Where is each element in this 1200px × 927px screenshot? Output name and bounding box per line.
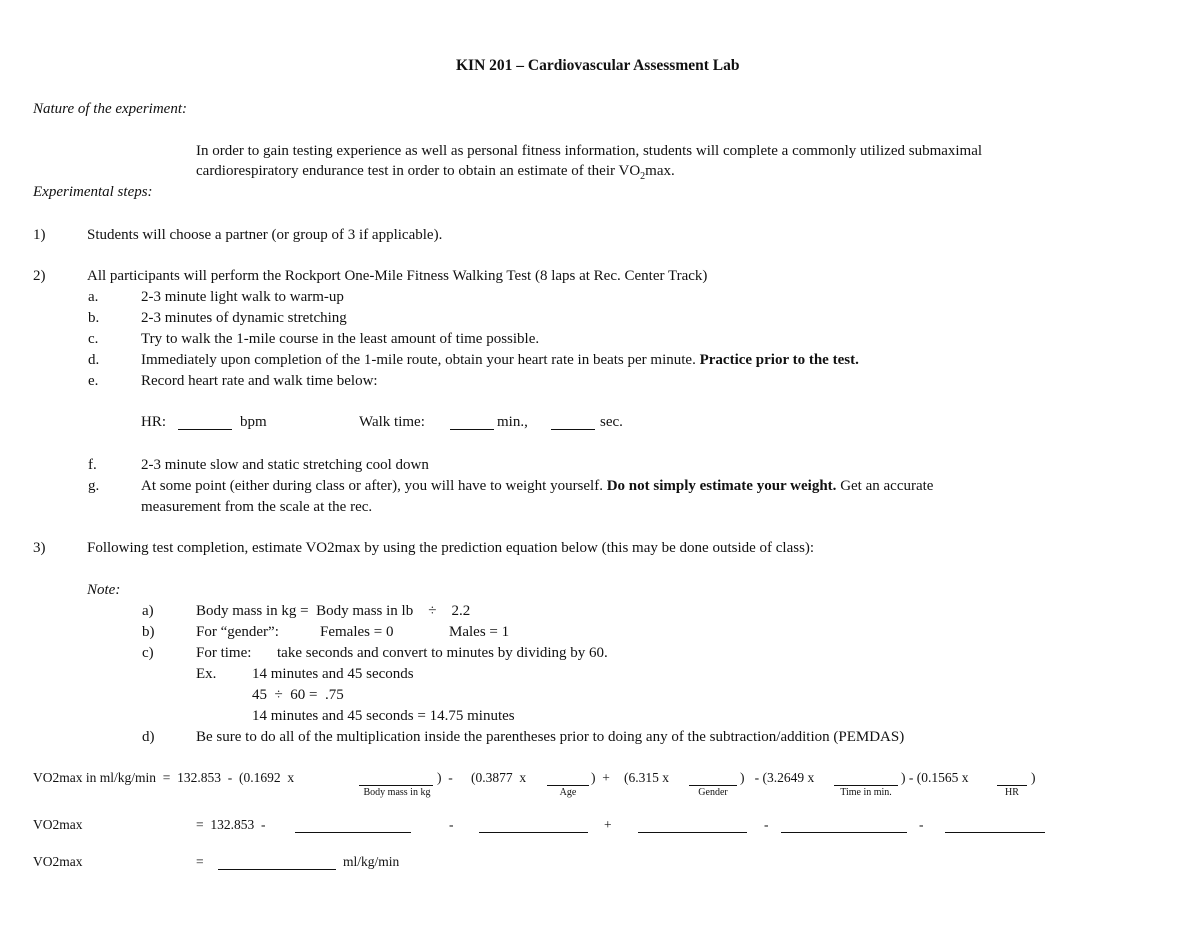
step-2-number: 2): [33, 268, 46, 284]
example-label: Ex.: [196, 666, 217, 682]
step-2c-text: Try to walk the 1-mile course in the least amount of time possible.: [141, 331, 540, 347]
step-2c-mark: c.: [88, 331, 99, 347]
time-blank[interactable]: [834, 772, 898, 786]
step-2a-mark: a.: [88, 289, 99, 305]
note-b-label: For “gender”:: [196, 624, 279, 640]
line3-label: VO2max: [33, 854, 83, 869]
line2-op-4: -: [919, 817, 924, 832]
line2-blank-3[interactable]: [638, 819, 747, 833]
nature-line-2: cardiorespiratory endurance test in order to obtain an estimate of their $VO_2\max$.: [196, 163, 675, 182]
nature-heading: Nature of the experiment:: [33, 101, 187, 117]
label-hr: HR: [1005, 787, 1019, 798]
equation-p5-close: ): [1031, 770, 1036, 785]
line2-blank-5[interactable]: [945, 819, 1045, 833]
sec-unit: sec.: [600, 414, 623, 430]
nature-line-1: In order to gain testing experience as well as personal fitness information, students will complete a commonly utilized submaximal: [196, 143, 983, 159]
equation-p2-close: ) +: [591, 770, 610, 785]
walk-time-label: Walk time:: [359, 414, 425, 430]
line2-op-2: +: [604, 817, 612, 832]
line3-unit: ml/kg/min: [343, 854, 400, 869]
line2-op-3: -: [764, 817, 769, 832]
note-b-mark: b): [142, 624, 155, 640]
line2-blank-1[interactable]: [295, 819, 411, 833]
equation-p3-close: ) - (3.2649 x: [740, 770, 815, 785]
hr-equation-blank[interactable]: [997, 772, 1027, 786]
note-d-text: Be sure to do all of the multiplication inside the parentheses prior to doing any of the subtraction/addition (PEMDAS): [196, 729, 905, 745]
line2-equation: = 132.853 -: [196, 817, 266, 832]
note-a-text: Body mass in kg = Body mass in lb ÷ 2.2: [196, 603, 471, 619]
steps-heading: Experimental steps:: [33, 184, 153, 200]
line2-blank-4[interactable]: [781, 819, 907, 833]
step-2-text: All participants will perform the Rockport One-Mile Fitness Walking Test (8 laps at Rec. Center Track): [87, 268, 708, 284]
equation-p1-close: ) -: [437, 770, 453, 785]
note-c-mark: c): [142, 645, 154, 661]
label-gender: Gender: [698, 787, 728, 798]
label-age: Age: [559, 787, 577, 798]
step-2g-text-continued: measurement from the scale at the rec.: [141, 499, 373, 515]
note-heading: Note:: [87, 582, 121, 598]
step-2a-text: 2-3 minute light walk to warm-up: [141, 289, 344, 305]
walk-seconds-blank[interactable]: [551, 416, 595, 430]
equation-lhs: VO2max in ml/kg/min = 132.853 - (0.1692 x: [33, 770, 295, 785]
equation-term-3: (6.315 x: [624, 770, 669, 785]
example-line-1: 14 minutes and 45 seconds: [252, 666, 414, 682]
note-a-mark: a): [142, 603, 154, 619]
step-2e-mark: e.: [88, 373, 99, 389]
step-2d-mark: d.: [88, 352, 100, 368]
step-2f-text: 2-3 minute slow and static stretching cool down: [141, 457, 429, 473]
body-mass-blank[interactable]: [359, 772, 433, 786]
note-b-males: Males = 1: [449, 624, 510, 640]
step-3-number: 3): [33, 540, 46, 556]
line2-op-1: -: [449, 817, 454, 832]
note-b-females: Females = 0: [320, 624, 394, 640]
label-body-mass: Body mass in kg: [363, 787, 431, 798]
gender-blank[interactable]: [689, 772, 737, 786]
line3-equals: =: [196, 854, 204, 869]
step-1-text: Students will choose a partner (or group of 3 if applicable).: [87, 227, 443, 243]
line2-blank-2[interactable]: [479, 819, 588, 833]
note-c-label: For time:: [196, 645, 252, 661]
hr-unit: bpm: [240, 414, 267, 430]
equation-term-2: (0.3877 x: [471, 770, 527, 785]
page-title: KIN 201 – Cardiovascular Assessment Lab: [456, 57, 740, 74]
step-2g-text: At some point (either during class or after), you will have to weight yourself. Do not simply estimate your weight. Get an accurate: [141, 478, 934, 494]
step-3-text: Following test completion, estimate VO2max by using the prediction equation below (this may be done outside of class):: [87, 540, 815, 556]
vo2max-result-blank[interactable]: [218, 856, 336, 870]
step-2f-mark: f.: [88, 457, 97, 473]
note-d-mark: d): [142, 729, 155, 745]
line2-label: VO2max: [33, 817, 83, 832]
min-unit: min.,: [497, 414, 528, 430]
step-2e-text: Record heart rate and walk time below:: [141, 373, 378, 389]
step-2b-text: 2-3 minutes of dynamic stretching: [141, 310, 347, 326]
equation-p4-close: ) - (0.1565 x: [901, 770, 969, 785]
label-time: Time in min.: [840, 787, 892, 798]
step-2d-text: Immediately upon completion of the 1-mile route, obtain your heart rate in beats per minute. Practice prior to the test.: [141, 352, 859, 368]
hr-label: HR:: [141, 414, 167, 430]
step-1-number: 1): [33, 227, 46, 243]
age-blank[interactable]: [547, 772, 589, 786]
step-2g-mark: g.: [88, 478, 100, 494]
walk-minutes-blank[interactable]: [450, 416, 494, 430]
example-line-2: 45 ÷ 60 = .75: [252, 687, 344, 703]
step-2b-mark: b.: [88, 310, 100, 326]
note-c-text: take seconds and convert to minutes by dividing by 60.: [277, 645, 608, 661]
hr-blank[interactable]: [178, 416, 232, 430]
example-line-3: 14 minutes and 45 seconds = 14.75 minutes: [252, 708, 515, 724]
